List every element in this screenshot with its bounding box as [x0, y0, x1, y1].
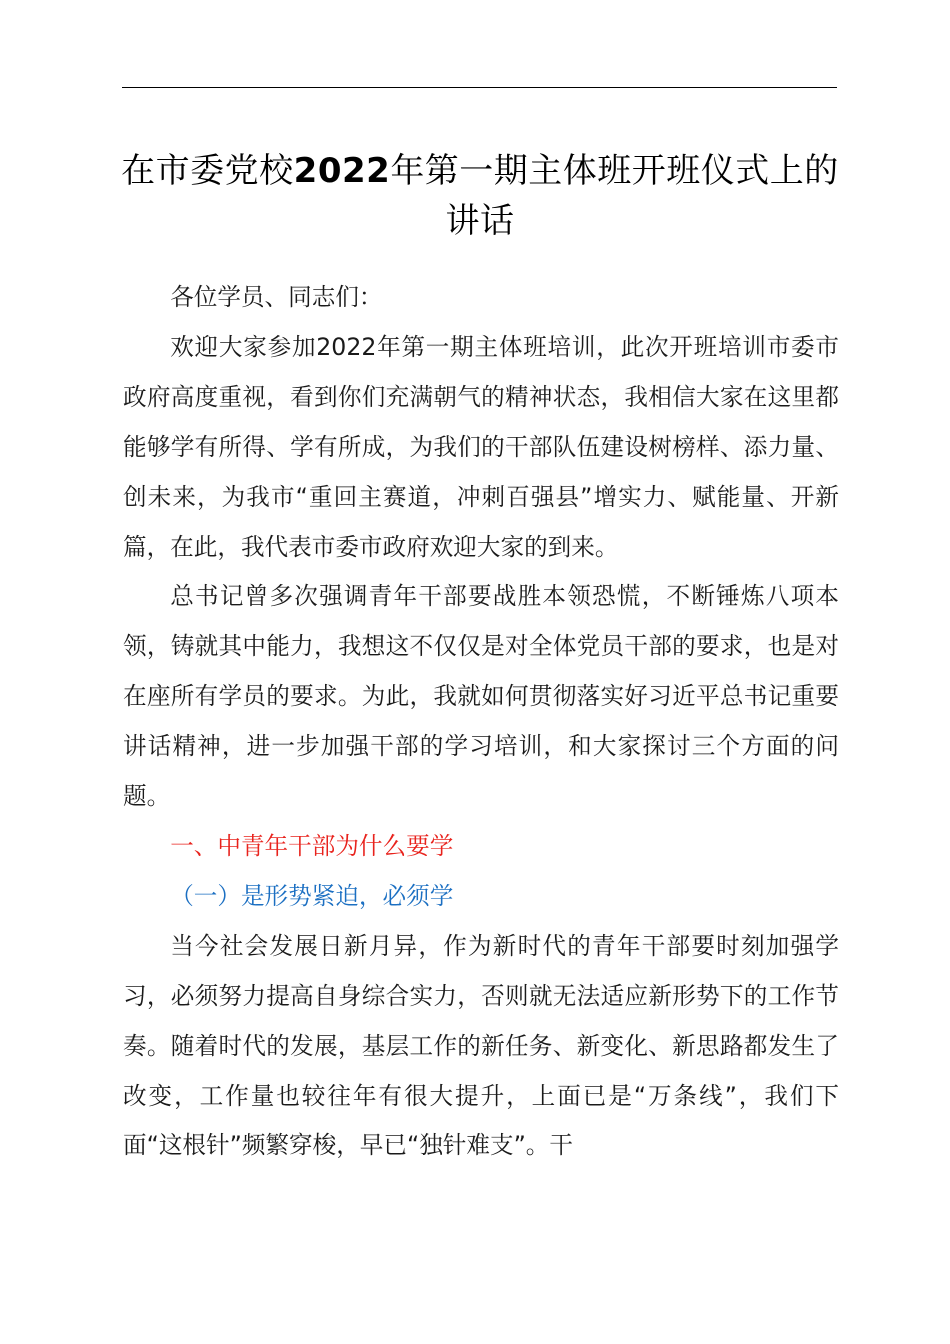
title-year: 2022 [293, 151, 391, 191]
title-part-2: 年第一期主体班开班仪式上的讲话 [390, 151, 839, 241]
top-rule [122, 87, 837, 88]
paragraph-situation: 当今社会发展日新月异，作为新时代的青年干部要时刻加强学习，必须努力提高自身综合实力，否则就无法适应新形势下的工作节奏。随着时代的发展，基层工作的新任务、新变化、新思路都发生了改变，工作量也较往年有很大提升，上面已是“万条线”，我们下面“这根针”频繁穿梭，早已“独针难支”。干 [123, 931, 839, 1160]
document-body [123, 273, 839, 1171]
paragraph-welcome: 欢迎大家参加2022年第一期主体班培训，此次开班培训市委市政府高度重视，看到你们充满朝气的精神状态，我相信大家在这里都能够学有所得、学有所成，为我们的干部队伍建设树榜样、添力量、创未来，为我市“重回主赛道，冲刺百强县”增实力、赋能量、开新篇，在此，我代表市委市政府欢迎大家的到来。 [123, 332, 839, 561]
section-heading-1: 一、中青年干部为什么要学 [170, 831, 454, 860]
salutation: 各位学员、同志们： [170, 283, 383, 311]
subsection-heading-1: （一）是形势紧迫，必须学 [170, 881, 454, 910]
paragraph-intro: 总书记曾多次强调青年干部要战胜本领恐慌，不断锤炼八项本领，铸就其中能力，我想这不仅仅是对全体党员干部的要求，也是对在座所有学员的要求。为此，我就如何贯彻落实好习近平总书记重要讲话精神，进一步加强干部的学习培训，和大家探讨三个方面的问题。 [123, 582, 839, 811]
title-part-1: 在市委党校 [121, 151, 294, 191]
document-title [110, 146, 850, 246]
